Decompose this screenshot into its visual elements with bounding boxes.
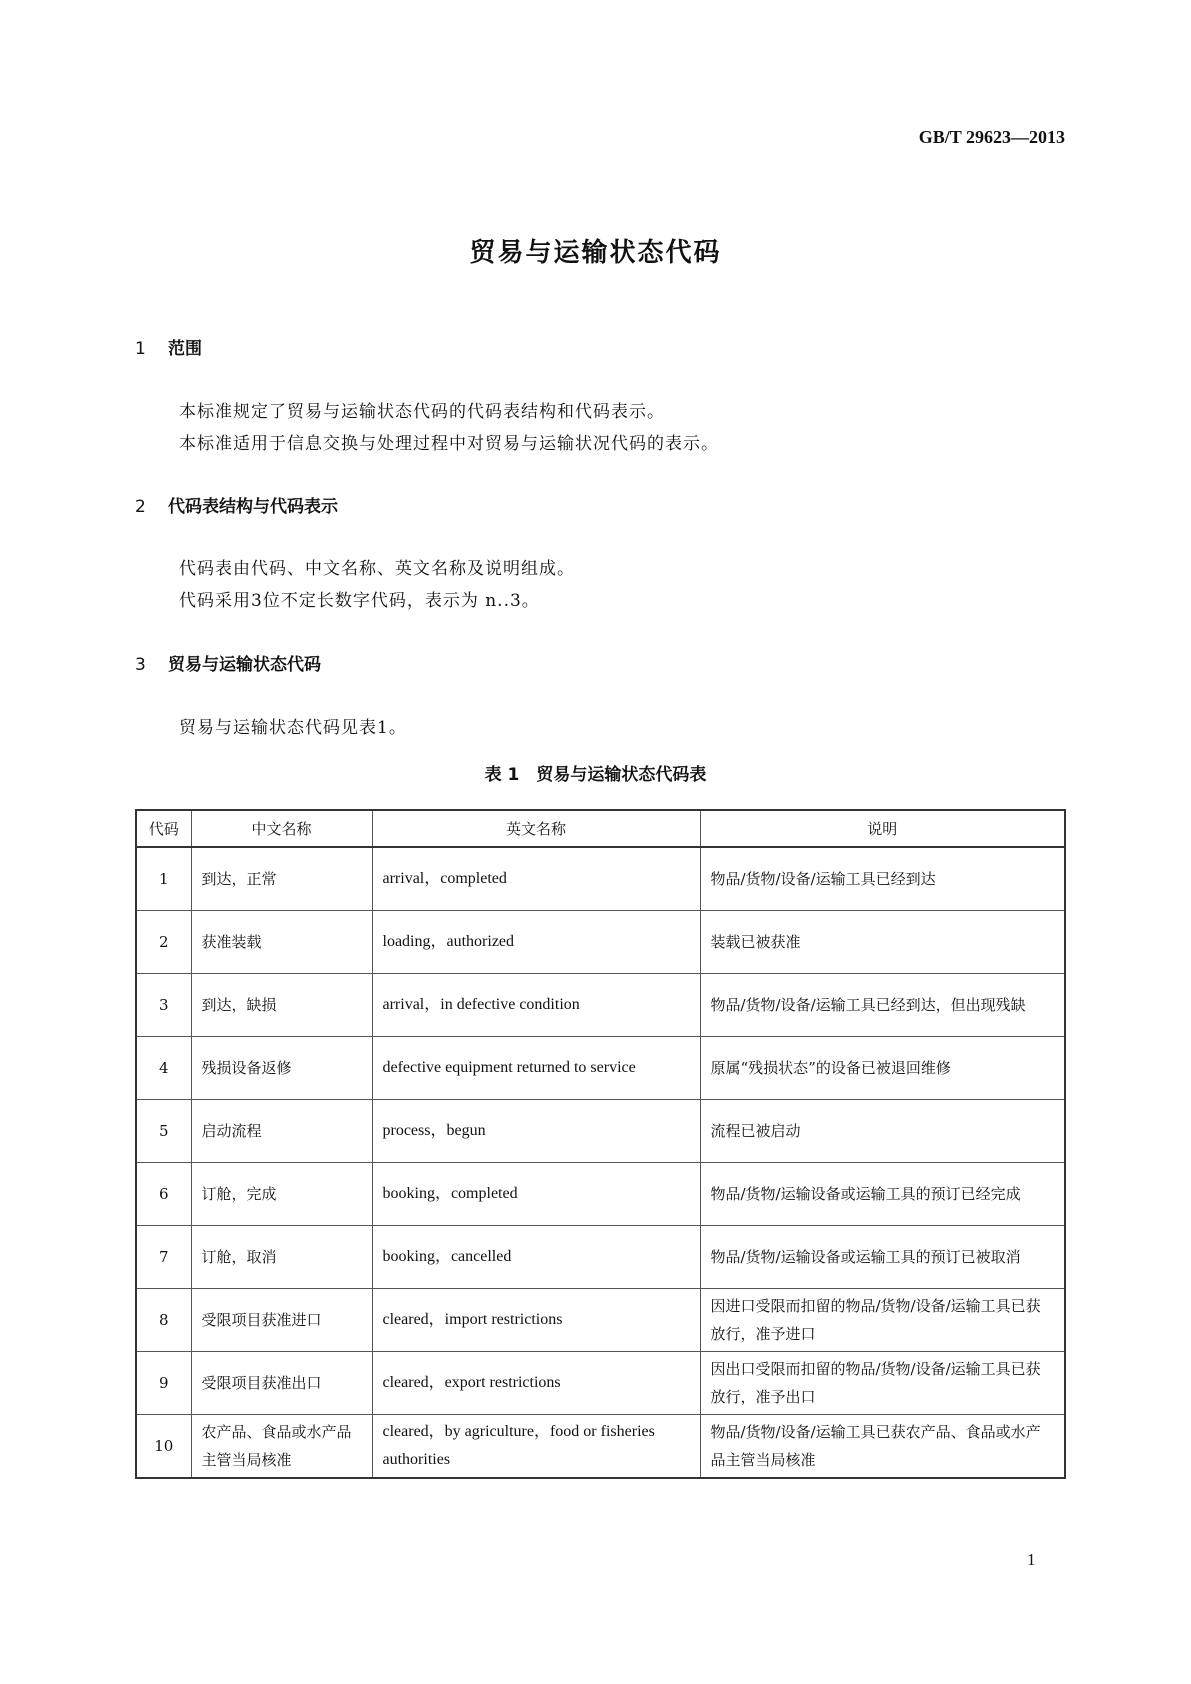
section-number: 2 — [135, 497, 146, 517]
table-row — [136, 1037, 1065, 1100]
cell-description: 物品/货物/设备/运输工具已经到达 — [700, 847, 1065, 911]
cell-english-name: defective equipment returned to service — [372, 1037, 700, 1100]
cell-chinese-name: 获准装载 — [191, 911, 372, 974]
document-title: 贸易与运输状态代码 — [469, 238, 722, 268]
cell-description: 装载已被获准 — [700, 911, 1065, 974]
cell-english-name: booking，completed — [372, 1163, 700, 1226]
cell-code: 8 — [136, 1289, 191, 1352]
cell-english-name: booking，cancelled — [372, 1226, 700, 1289]
page-number: 1 — [1027, 1550, 1036, 1569]
table-caption: 表 1 贸易与运输状态代码表 — [484, 765, 707, 785]
cell-code: 6 — [136, 1163, 191, 1226]
section-title: 贸易与运输状态代码 — [168, 655, 321, 675]
paragraph: 贸易与运输状态代码见表1。 — [179, 718, 407, 738]
cell-chinese-name: 订舱，完成 — [191, 1163, 372, 1226]
table-row — [136, 1226, 1065, 1289]
paragraph: 代码采用3位不定长数字代码，表示为 n..3。 — [179, 591, 540, 611]
header-chinese-name: 中文名称 — [191, 810, 372, 847]
cell-code: 7 — [136, 1226, 191, 1289]
header-english-name: 英文名称 — [372, 810, 700, 847]
cell-code: 9 — [136, 1352, 191, 1415]
cell-english-name: cleared，by agriculture，food or fisheries authorities — [372, 1415, 700, 1479]
cell-code: 4 — [136, 1037, 191, 1100]
section-number: 3 — [135, 655, 146, 675]
cell-description: 物品/货物/运输设备或运输工具的预订已经完成 — [700, 1163, 1065, 1226]
paragraph: 本标准规定了贸易与运输状态代码的代码表结构和代码表示。 — [179, 402, 665, 422]
cell-chinese-name: 受限项目获准出口 — [191, 1352, 372, 1415]
cell-description: 因进口受限而扣留的物品/货物/设备/运输工具已获放行，准予进口 — [700, 1289, 1065, 1352]
cell-code: 1 — [136, 847, 191, 911]
header-code: 代码 — [136, 810, 191, 847]
table-row — [136, 1415, 1065, 1479]
cell-code: 2 — [136, 911, 191, 974]
section-heading-2 — [135, 492, 338, 517]
cell-description: 物品/货物/运输设备或运输工具的预订已被取消 — [700, 1226, 1065, 1289]
cell-chinese-name: 到达，正常 — [191, 847, 372, 911]
cell-chinese-name: 受限项目获准进口 — [191, 1289, 372, 1352]
paragraph: 代码表由代码、中文名称、英文名称及说明组成。 — [179, 559, 575, 579]
cell-code: 3 — [136, 974, 191, 1037]
cell-english-name: arrival，completed — [372, 847, 700, 911]
table-row — [136, 847, 1065, 911]
table-row — [136, 1352, 1065, 1415]
standard-number: GB/T 29623—2013 — [918, 127, 1065, 147]
cell-description: 物品/货物/设备/运输工具已经到达，但出现残缺 — [700, 974, 1065, 1037]
table-row — [136, 1163, 1065, 1226]
section-title: 代码表结构与代码表示 — [168, 497, 338, 517]
cell-chinese-name: 启动流程 — [191, 1100, 372, 1163]
section-heading-1 — [135, 334, 202, 359]
cell-description: 因出口受限而扣留的物品/货物/设备/运输工具已获放行，准予出口 — [700, 1352, 1065, 1415]
section-title: 范围 — [168, 339, 202, 359]
cell-description: 原属“残损状态”的设备已被退回维修 — [700, 1037, 1065, 1100]
paragraph: 本标准适用于信息交换与处理过程中对贸易与运输状况代码的表示。 — [179, 434, 719, 454]
status-code-table — [135, 809, 1066, 1479]
cell-code: 5 — [136, 1100, 191, 1163]
section-number: 1 — [135, 339, 146, 359]
table-header-row — [136, 810, 1065, 847]
section-heading-3 — [135, 650, 321, 675]
cell-chinese-name: 残损设备返修 — [191, 1037, 372, 1100]
cell-chinese-name: 农产品、食品或水产品主管当局核准 — [191, 1415, 372, 1479]
cell-description: 物品/货物/设备/运输工具已获农产品、食品或水产品主管当局核准 — [700, 1415, 1065, 1479]
table-row — [136, 1289, 1065, 1352]
cell-english-name: loading，authorized — [372, 911, 700, 974]
cell-english-name: cleared，export restrictions — [372, 1352, 700, 1415]
cell-description: 流程已被启动 — [700, 1100, 1065, 1163]
cell-chinese-name: 订舱，取消 — [191, 1226, 372, 1289]
table-row — [136, 974, 1065, 1037]
header-description: 说明 — [700, 810, 1065, 847]
cell-code: 10 — [136, 1415, 191, 1479]
cell-chinese-name: 到达，缺损 — [191, 974, 372, 1037]
table-row — [136, 1100, 1065, 1163]
cell-english-name: arrival，in defective condition — [372, 974, 700, 1037]
cell-english-name: cleared，import restrictions — [372, 1289, 700, 1352]
cell-english-name: process，begun — [372, 1100, 700, 1163]
table-row — [136, 911, 1065, 974]
